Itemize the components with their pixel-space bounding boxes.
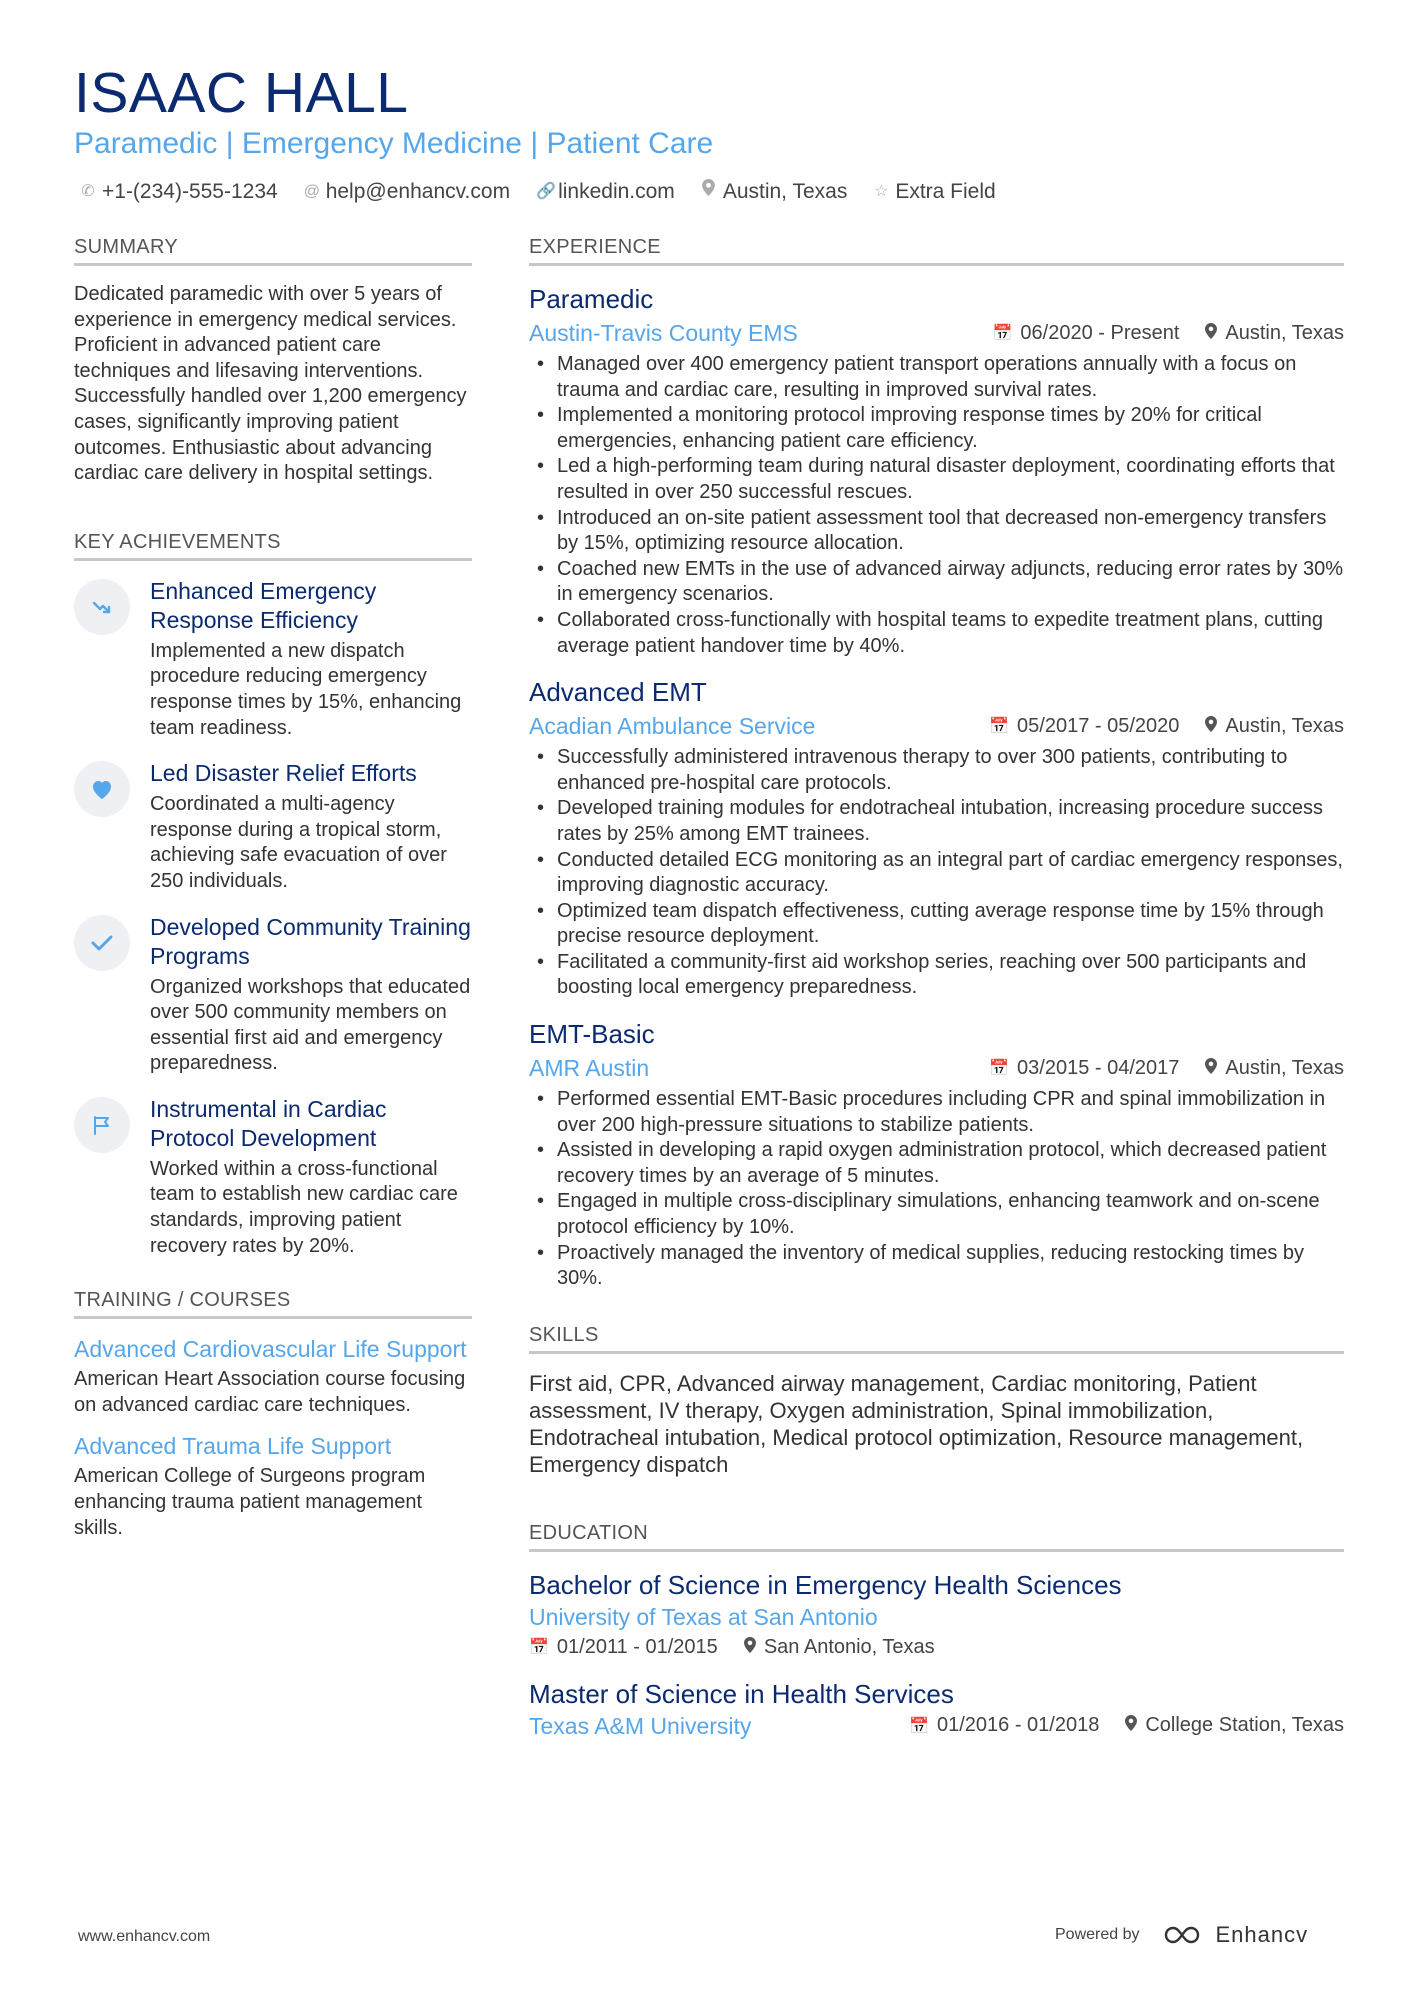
job-bullet: • Led a high-performing team during natural disaster deployment, coordinating efforts that resulted in over 250 successful rescues. [529,454,1344,505]
candidate-headline: Paramedic | Emergency Medicine | Patient Care [74,127,714,160]
location-icon [1125,1715,1137,1736]
education-entry [529,1677,1344,1741]
calendar-icon: 📅 [909,1717,929,1735]
contact-email-text: help@enhancv.com [325,180,511,203]
achievement-desc: Implemented a new dispatch procedure reducing emergency response times by 15%, enhancing team readiness. [150,639,462,739]
summary-title: SUMMARY [74,236,472,266]
contact-extra-text: Extra Field [895,180,996,203]
achievement-title: Instrumental in Cardiac Protocol Development [150,1095,387,1151]
education-dates: 01/2016 - 01/2018 [936,1714,1100,1737]
location-icon [701,178,717,206]
education-entry [529,1568,1344,1659]
summary-section [74,236,472,487]
powered-by-label: Powered by [1055,1926,1140,1943]
job-entry [529,1017,1344,1292]
job-entry [529,675,1344,1001]
job-dates: 05/2017 - 05/2020 [1017,714,1180,737]
job-bullets [529,1087,1344,1292]
contact-linkedin[interactable] [536,178,675,206]
contact-bar [80,178,996,206]
job-bullet: • Conducted detailed ECG monitoring as an integral part of cardiac emergency responses, improving diagnostic accuracy. [529,848,1344,899]
job-bullet: • Developed training modules for endotracheal intubation, increasing procedure success rates by 25% among EMT trainees. [529,796,1344,847]
achievement-item [74,1095,472,1259]
job-bullet: • Successfully administered intravenous therapy to over 300 patients, contributing to enhanced pre-hospital care protocols. [529,745,1344,796]
job-title: Advanced EMT [529,677,707,708]
heart-icon [74,761,130,817]
education-location: San Antonio, Texas [763,1635,935,1658]
education-section [529,1522,1344,1741]
achievement-desc: Worked within a cross-functional team to establish new cardiac care standards, improving patient recovery rates by 20%. [150,1157,458,1257]
job-title: Paramedic [529,284,654,314]
education-school: University of Texas at San Antonio [529,1603,878,1630]
experience-title: EXPERIENCE [529,236,1344,266]
course-desc: American College of Surgeons program enhancing trauma patient management skills. [74,1465,426,1539]
check-icon [74,915,130,971]
flag-icon [74,1097,130,1153]
calendar-icon: 📅 [992,325,1013,342]
course-title: Advanced Trauma Life Support [74,1433,392,1460]
footer-branding [1055,1922,1308,1948]
job-title: EMT-Basic [529,1019,655,1050]
link-icon: 🔗 [536,183,556,200]
achievements-title: KEY ACHIEVEMENTS [74,531,472,561]
job-dates: 06/2020 - Present [1020,321,1180,344]
achievement-desc: Coordinated a multi-agency response during a tropical storm, achieving safe evacuation of over 250 individuals. [150,793,447,892]
contact-phone[interactable] [80,178,278,206]
education-title: EDUCATION [529,1522,1344,1552]
job-bullet: • Coached new EMTs in the use of advanced airway adjuncts, reducing error rates by 30% in emergency scenarios. [529,557,1344,608]
course-desc: American Heart Association course focusing on advanced cardiac care techniques. [74,1368,466,1416]
enhancv-logo-icon [1162,1923,1208,1947]
candidate-name: ISAAC HALL [74,61,409,125]
job-bullet: • Collaborated cross-functionally with hospital teams to expedite treatment plans, cutting average patient handover time by 40%. [529,608,1344,659]
job-location: Austin, Texas [1225,714,1344,737]
at-icon: @ [303,183,320,200]
job-bullet: • Assisted in developing a rapid oxygen administration protocol, which decreased patient recovery times by an average of 5 minutes. [529,1138,1344,1189]
location-icon [1205,323,1217,344]
right-column [529,236,1344,1759]
skills-section [529,1324,1344,1478]
phone-icon: ✆ [81,183,95,200]
job-bullet: • Implemented a monitoring protocol improving response times by 20% for critical emergencies, enhancing patient care efficiency. [529,403,1344,454]
education-school: Texas A&M University [529,1712,752,1739]
experience-section [529,236,1344,1292]
brand-logo[interactable] [1162,1922,1309,1948]
education-location: College Station, Texas [1145,1714,1344,1737]
location-icon [1205,1058,1217,1079]
training-section [74,1289,472,1541]
skills-text: First aid, CPR, Advanced airway management, Cardiac monitoring, Patient assessment, IV therapy, Oxygen administration, Spinal immobilization, Endotracheal intubation, Medical protocol optimization, Resource management, Emergency dispatch [529,1370,1304,1477]
job-location: Austin, Texas [1225,1056,1344,1079]
training-title: TRAINING / COURSES [74,1289,472,1319]
calendar-icon: 📅 [989,1060,1010,1078]
job-bullets [529,352,1344,659]
course-title: Advanced Cardiovascular Life Support [74,1336,467,1363]
job-bullet: • Facilitated a community-first aid workshop series, reaching over 500 participants and boosting local emergency preparedness. [529,950,1344,1001]
star-icon: ☆ [874,183,889,200]
calendar-icon: 📅 [529,1639,549,1657]
contact-phone-text: +1-(234)-555-1234 [102,180,278,203]
brand-name: Enhancv [1215,1922,1309,1947]
summary-text: Dedicated paramedic with over 5 years of experience in emergency medical services. Proficient in advanced patient care techniques and lifesaving interventions. Successfully handled over 1,200 emergency cases, significantly improving patient outcomes. Enthusiastic about advancing cardiac care delivery in hospital settings. [74,283,467,485]
location-icon [1205,716,1217,737]
skills-title: SKILLS [529,1324,1344,1354]
location-icon [744,1637,756,1658]
achievement-desc: Organized workshops that educated over 500 community members on essential first aid and emergency preparedness. [150,975,471,1075]
contact-location [701,178,848,206]
job-bullet: • Introduced an on-site patient assessment tool that decreased non-emergency transfers by 15%, optimizing resource allocation. [529,506,1344,557]
job-bullets [529,745,1344,1001]
achievement-item [74,577,472,741]
footer-website[interactable]: www.enhancv.com [78,1928,211,1945]
contact-linkedin-text: linkedin.com [558,180,675,203]
contact-location-text: Austin, Texas [722,180,848,203]
contact-extra [873,178,995,206]
job-company: Austin-Travis County EMS [529,320,798,346]
left-column [74,236,472,1555]
achievement-title: Developed Community Training Programs [150,913,471,969]
job-bullet: • Engaged in multiple cross-disciplinary simulations, enhancing teamwork and on-scene protocol efficiency by 10%. [529,1189,1344,1240]
job-entry [529,282,1344,659]
course-item [74,1432,472,1541]
education-dates: 01/2011 - 01/2015 [556,1635,718,1658]
contact-email[interactable] [304,178,510,206]
education-degree: Bachelor of Science in Emergency Health Sciences [529,1569,1122,1600]
trending-arrow-icon [74,579,130,635]
job-company: Acadian Ambulance Service [529,713,816,740]
achievement-title: Enhanced Emergency Response Efficiency [150,577,377,633]
achievement-title: Led Disaster Relief Efforts [150,760,417,787]
job-bullet: • Performed essential EMT-Basic procedures including CPR and spinal immobilization in over 200 high-pressure situations to stabilize patients. [529,1087,1344,1138]
job-company: AMR Austin [529,1055,650,1082]
course-item [74,1335,472,1418]
education-degree: Master of Science in Health Services [529,1678,954,1709]
achievement-item [74,913,472,1077]
job-dates: 03/2015 - 04/2017 [1017,1056,1180,1079]
job-bullet: • Managed over 400 emergency patient transport operations annually with a focus on trauma and cardiac care, resulting in improved survival rates. [529,352,1344,403]
job-bullet: • Proactively managed the inventory of medical supplies, reducing restocking times by 30%. [529,1241,1344,1292]
job-location: Austin, Texas [1225,321,1344,344]
achievements-section [74,531,472,1260]
job-bullet: • Optimized team dispatch effectiveness, cutting average response time by 15% through precise resource deployment. [529,899,1344,950]
calendar-icon: 📅 [989,718,1010,736]
achievement-item [74,759,472,894]
